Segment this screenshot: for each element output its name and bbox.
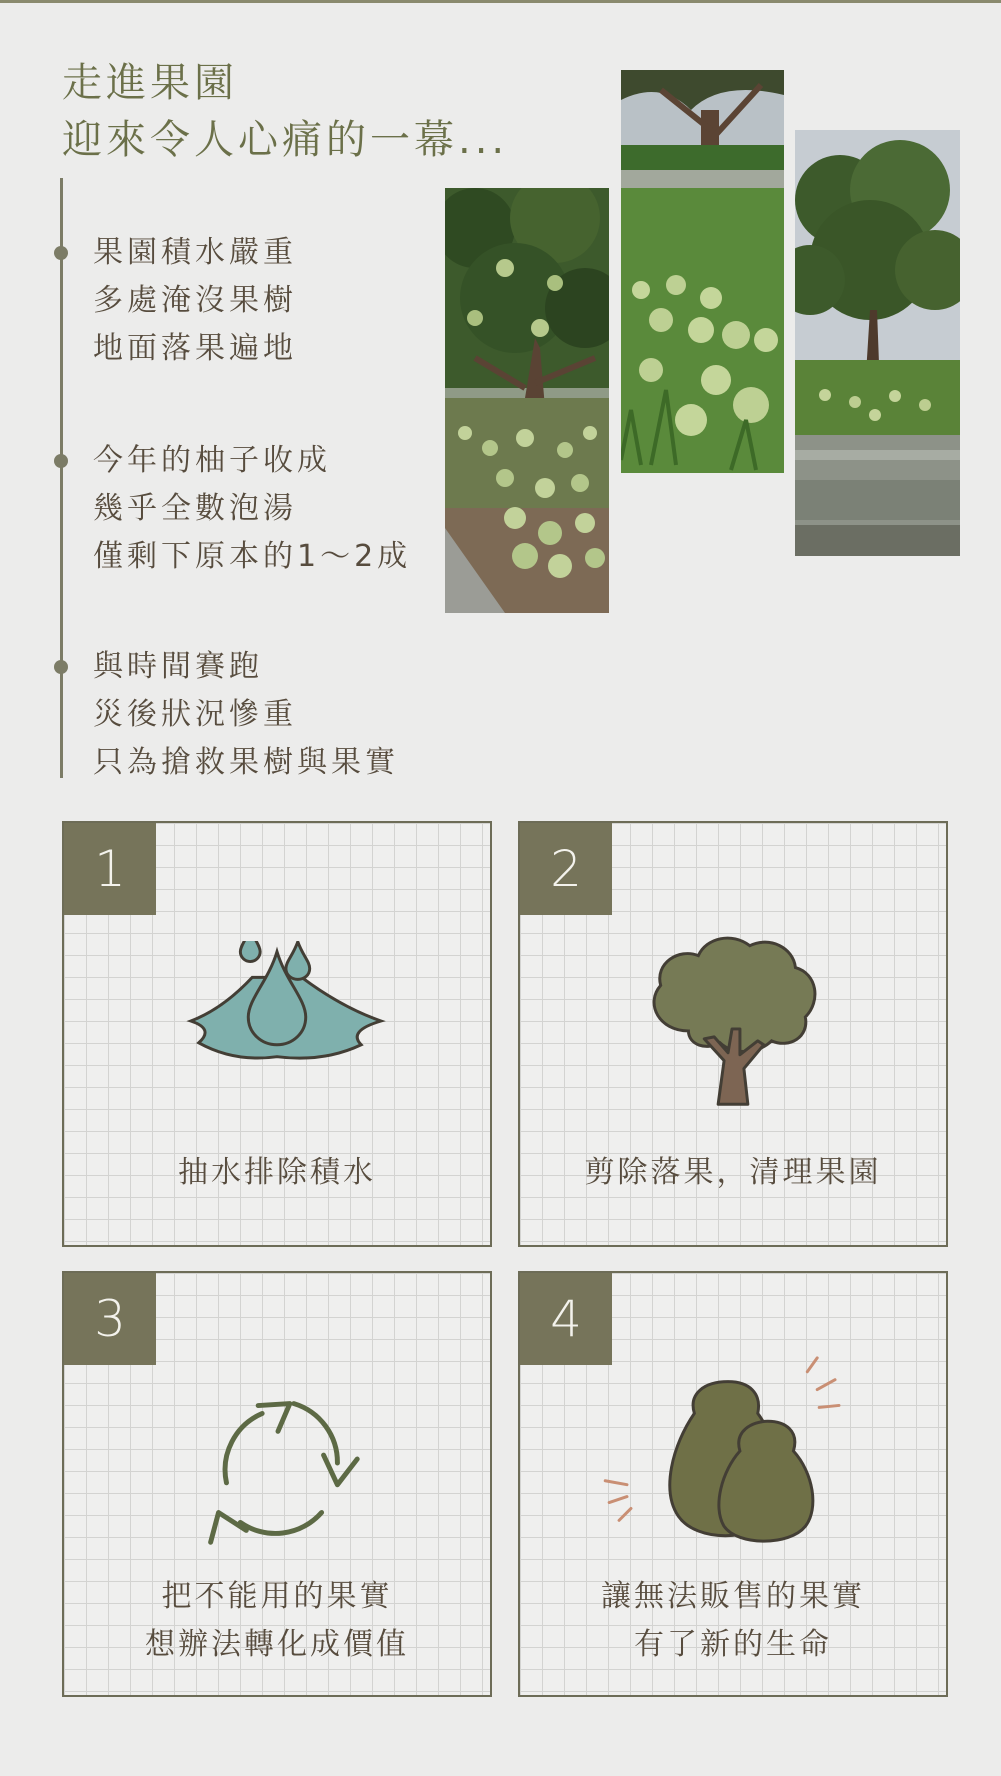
timeline-text: 地面落果遍地 <box>93 331 297 366</box>
water-drop-puddle-icon <box>64 941 490 1101</box>
orchard-photo-2 <box>621 70 784 473</box>
step-caption-line: 想辦法轉化成價值 <box>145 1627 409 1662</box>
timeline-group-2 <box>93 437 411 581</box>
orchard-photo-1 <box>445 188 609 613</box>
step-caption-line: 把不能用的果實 <box>161 1579 393 1614</box>
timeline-text: 今年的柚子收成 <box>93 443 331 478</box>
timeline-text: 與時間賽跑 <box>93 649 263 684</box>
timeline-dot <box>54 454 68 468</box>
step-card-2 <box>518 821 948 1247</box>
timeline-text: 災後狀況慘重 <box>93 697 297 732</box>
step-card-1 <box>62 821 492 1247</box>
timeline-dot <box>54 660 68 674</box>
timeline-dot <box>54 246 68 260</box>
title-line-1: 走進果園 <box>62 60 238 106</box>
tree-icon <box>520 933 946 1113</box>
step-caption <box>520 1149 946 1197</box>
timeline-text: 果園積水嚴重 <box>93 235 297 270</box>
title-line-2: 迎來令人心痛的一幕... <box>62 117 509 163</box>
step-caption-line: 剪除落果，清理果園 <box>584 1155 882 1190</box>
step-caption-line: 有了新的生命 <box>634 1627 832 1662</box>
step-caption <box>64 1149 490 1197</box>
top-border-strip <box>0 0 1001 3</box>
timeline-text: 僅剩下原本的1～2成 <box>93 539 412 574</box>
timeline-group-1 <box>93 229 297 373</box>
step-caption-line: 讓無法販售的果實 <box>601 1579 865 1614</box>
recycle-arrows-icon <box>64 1373 490 1553</box>
step-card-4 <box>518 1271 948 1697</box>
step-caption-line: 抽水排除積水 <box>178 1155 376 1190</box>
step-number-badge: 2 <box>520 823 612 915</box>
timeline-text: 多處淹沒果樹 <box>93 283 297 318</box>
pomelo-fruit-icon <box>520 1353 946 1553</box>
step-caption <box>520 1573 946 1669</box>
step-number-badge: 4 <box>520 1273 612 1365</box>
step-card-3 <box>62 1271 492 1697</box>
timeline-text: 只為搶救果樹與果實 <box>93 745 399 780</box>
step-caption <box>64 1573 490 1669</box>
page-title <box>62 55 508 169</box>
timeline-text: 幾乎全數泡湯 <box>93 491 297 526</box>
step-number-badge: 3 <box>64 1273 156 1365</box>
orchard-photo-3 <box>795 130 960 556</box>
timeline-group-3 <box>93 643 399 787</box>
step-number-badge: 1 <box>64 823 156 915</box>
timeline-line <box>60 178 63 778</box>
